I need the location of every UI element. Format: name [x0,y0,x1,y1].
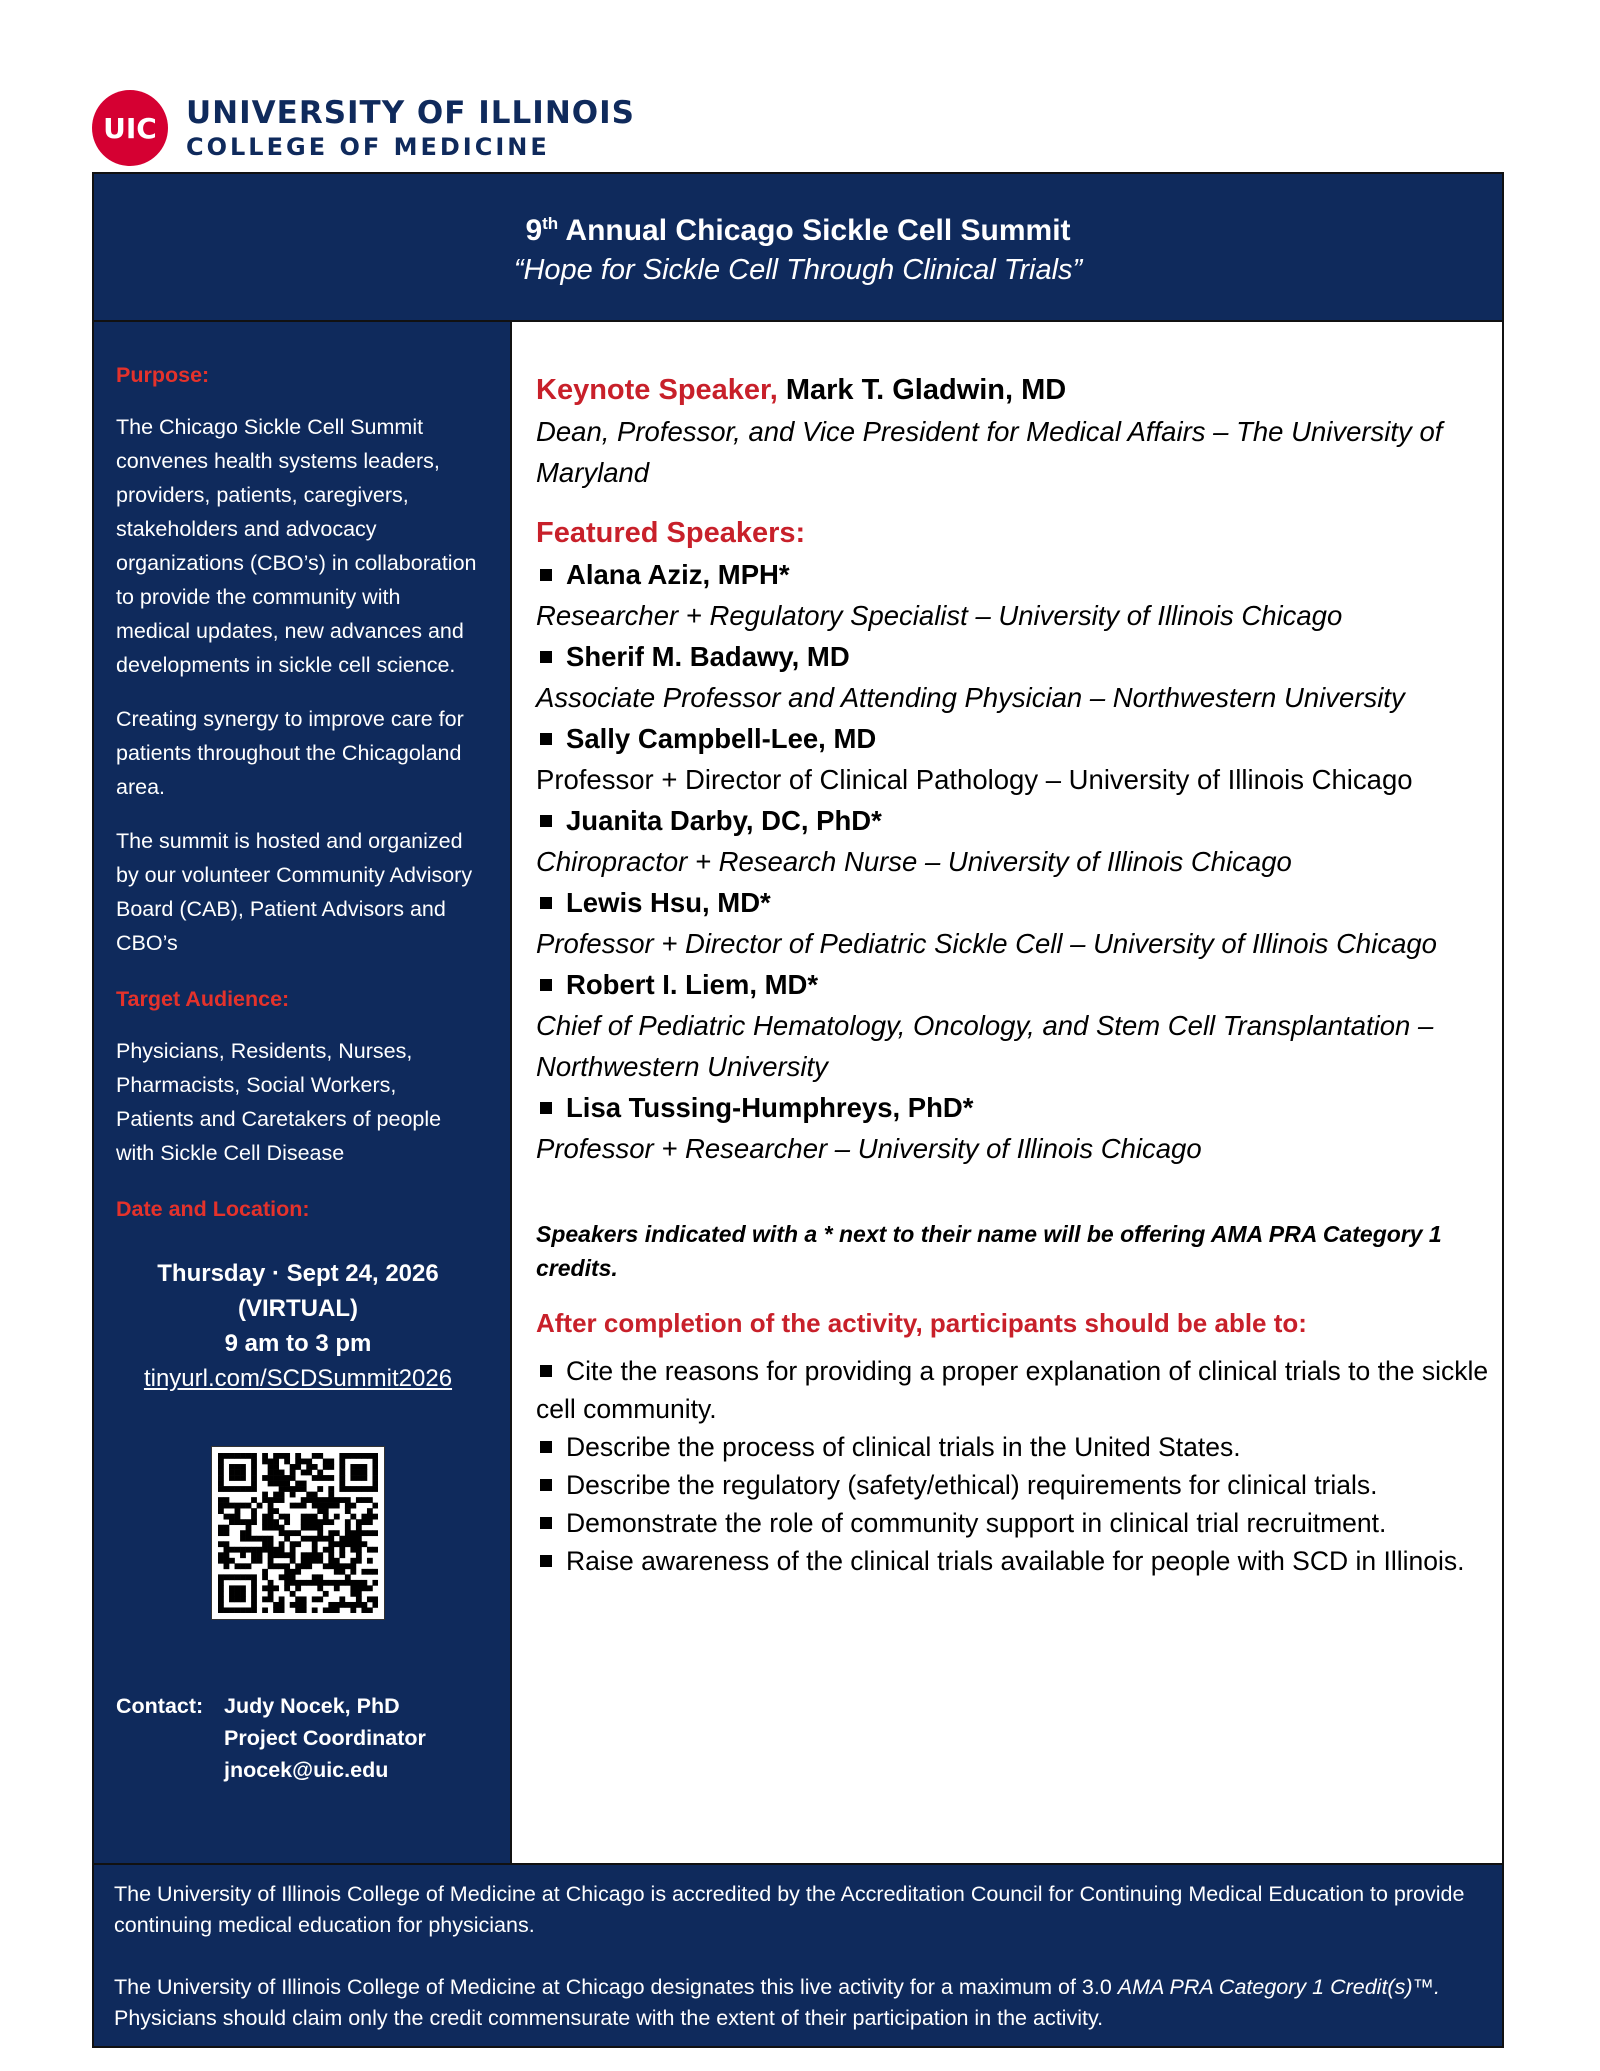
speaker-name [536,964,1496,1005]
bullet-icon [540,1365,552,1377]
contact-details [224,1690,426,1786]
bullet-icon [540,733,552,745]
uic-badge: UIC [92,90,168,166]
credit-designation [114,1972,1482,2034]
bullet-icon [540,1555,552,1567]
speaker-role: Researcher + Regulatory Specialist – University of Illinois Chicago [536,600,1343,631]
contact-title: Project Coordinator [224,1726,426,1750]
bullet-icon [540,897,552,909]
objective-text: Describe the regulatory (safety/ethical) requirements for clinical trials. [566,1470,1378,1500]
contact-name: Judy Nocek, PhD [224,1694,400,1718]
speaker-name [536,554,1496,595]
credit-note: Speakers indicated with a * next to their name will be offering AMA PRA Category 1 credits. [536,1221,1442,1281]
speaker-item [536,800,1496,882]
keynote-label: Keynote Speaker, [536,374,778,406]
contact-email[interactable]: jnocek@uic.edu [224,1758,389,1782]
objective-item [536,1504,1496,1542]
objective-text: Demonstrate the role of community support in clinical trial recruitment. [566,1508,1387,1538]
speaker-item [536,554,1496,636]
objective-item [536,1428,1496,1466]
speaker-item [536,718,1496,800]
speaker-name [536,718,1496,759]
date-block [116,1256,480,1396]
registration-link[interactable]: tinyurl.com/SCDSummit2026 [143,1365,453,1392]
speaker-name [536,800,1496,841]
uic-logo [92,88,635,168]
speaker-role: Associate Professor and Attending Physician – Northwestern University [536,682,1405,713]
bullet-icon [540,1102,552,1114]
event-format: (VIRTUAL) [238,1295,358,1322]
date-heading: Date and Location: [116,1197,310,1221]
speaker-name-text: Lewis Hsu, MD* [566,887,771,918]
bullet-icon [540,815,552,827]
objective-item [536,1542,1496,1580]
bullet-icon [540,1479,552,1491]
event-time: 9 am to 3 pm [224,1330,372,1357]
bullet-icon [540,979,552,991]
speaker-name [536,636,1496,677]
speaker-role: Chief of Pediatric Hematology, Oncology, and Stem Cell Transplantation – Northwestern University [536,1010,1434,1082]
purpose-heading: Purpose: [116,363,210,387]
speaker-name-text: Sally Campbell-Lee, MD [566,723,877,754]
bullet-icon [540,569,552,581]
contact-label: Contact: [116,1694,204,1718]
speaker-item [536,964,1496,1087]
credit-designation-text: The University of Illinois College of Medicine at Chicago designates this live activity for a maximum of 3.0 [114,1975,1118,1999]
qr-code[interactable] [211,1446,385,1620]
speaker-role: Chiropractor + Research Nurse – University of Illinois Chicago [536,846,1292,877]
logo-wordmark [186,94,635,161]
speaker-name-text: Alana Aziz, MPH* [566,559,790,590]
objectives-list [536,1352,1496,1580]
objective-text: Describe the process of clinical trials in the United States. [566,1432,1241,1462]
speaker-role: Professor + Director of Pediatric Sickle Cell – University of Illinois Chicago [536,928,1437,959]
keynote-role: Dean, Professor, and Vice President for Medical Affairs – The University of Maryland [536,416,1443,488]
objective-text: Cite the reasons for providing a proper explanation of clinical trials to the sickle cell community. [536,1356,1489,1424]
event-title [94,214,1502,248]
speaker-name-text: Juanita Darby, DC, PhD* [566,805,882,836]
speaker-item [536,1087,1496,1169]
speaker-role: Professor + Director of Clinical Pathology – University of Illinois Chicago [536,764,1413,795]
bullet-icon [540,651,552,663]
event-subtitle: “Hope for Sickle Cell Through Clinical Trials” [513,254,1083,286]
featured-heading: Featured Speakers: [536,517,806,549]
bullet-icon [540,1517,552,1529]
accreditation-footer [92,1863,1504,2048]
logo-line1: UNIVERSITY OF ILLINOIS [186,94,635,131]
title-ordinal: 9 [525,214,543,247]
purpose-paragraph-1: The Chicago Sickle Cell Summit convenes health systems leaders, providers, patients, caregivers, stakeholders and advocacy organizations (CBO’s) in collaboration to provide the community with medical updates, new advances and developments in sickle cell science. [116,415,477,677]
speaker-item [536,882,1496,964]
speaker-name-text: Robert I. Liem, MD* [566,969,819,1000]
keynote-name: Mark T. Gladwin, MD [785,374,1067,406]
sidebar [92,320,512,1865]
title-ordinal-suffix: th [542,214,559,233]
objective-text: Raise awareness of the clinical trials available for people with SCD in Illinois. [566,1546,1465,1576]
credit-designation-text-end: Physicians should claim only the credit commensurate with the extent of their participation in the activity. [114,2006,1104,2030]
keynote-line [536,370,1496,411]
audience-text: Physicians, Residents, Nurses, Pharmacists, Social Workers, Patients and Caretakers of people with Sickle Cell Disease [116,1039,442,1165]
objective-item [536,1352,1496,1428]
logo-line2: COLLEGE OF MEDICINE [186,132,550,161]
speaker-list [536,554,1496,1169]
event-date: Thursday · Sept 24, 2026 [157,1260,439,1287]
objective-item [536,1466,1496,1504]
speaker-name [536,1087,1496,1128]
qr-code-graphic [218,1453,378,1613]
accreditation-statement: The University of Illinois College of Medicine at Chicago is accredited by the Accreditation Council for Continuing Medical Education to provide continuing medical education for physicians. [114,1882,1465,1937]
audience-heading: Target Audience: [116,987,290,1011]
purpose-paragraph-3: The summit is hosted and organized by our volunteer Community Advisory Board (CAB), Patient Advisors and CBO’s [116,829,473,955]
speaker-name-text: Sherif M. Badawy, MD [566,641,850,672]
main-content [536,370,1496,1580]
speaker-name-text: Lisa Tussing-Humphreys, PhD* [566,1092,974,1123]
purpose-paragraph-2: Creating synergy to improve care for patients throughout the Chicagoland area. [116,707,464,799]
speaker-name [536,882,1496,923]
header-band [92,172,1504,322]
contact-block [116,1690,480,1786]
objectives-heading: After completion of the activity, participants should be able to: [536,1308,1307,1338]
bullet-icon [540,1441,552,1453]
title-text: Annual Chicago Sickle Cell Summit [558,214,1071,247]
speaker-item [536,636,1496,718]
credit-designation-emphasis: AMA PRA Category 1 Credit(s)™. [1117,1975,1440,1999]
speaker-role: Professor + Researcher – University of Illinois Chicago [536,1133,1202,1164]
